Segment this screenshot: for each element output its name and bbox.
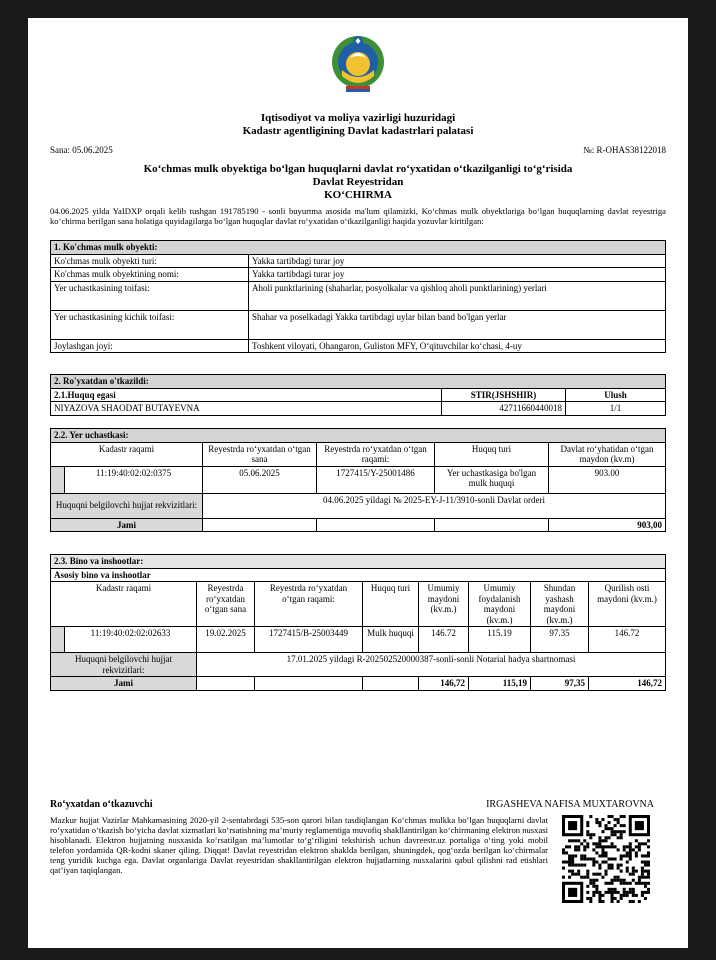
document-title-line3: KO‘CHIRMA — [324, 189, 392, 201]
row-value: Shahar va poselkadagi Yakka tartibdagi uylar bilan band bo'lgan yerlar — [249, 310, 666, 339]
share-header: Ulush — [566, 388, 666, 402]
cell: 05.06.2025 — [203, 466, 317, 493]
cell: 19.02.2025 — [197, 627, 255, 653]
row-marker — [51, 627, 65, 653]
row-value: Yakka tartibdagi turar joy — [249, 254, 666, 268]
ministry-title: Iqtisodiyot va moliya vazirligi huzuridagi — [260, 112, 456, 124]
col-header: Reyestrda ro‘yxatdan o‘tgan raqami: — [255, 582, 363, 627]
section22-table — [50, 428, 666, 532]
owner-header: 2.1.Huquq egasi — [51, 388, 442, 402]
section2-table — [50, 374, 666, 416]
state-emblem — [330, 32, 386, 96]
col-header: Kadastr raqami — [51, 442, 203, 466]
total-value: 146,72 — [589, 677, 666, 691]
cell: Mulk huquqi — [363, 627, 419, 653]
cell: 1727415/B-25003449 — [255, 627, 363, 653]
document-page — [28, 18, 688, 948]
row-label: Joylashgan joyi: — [51, 339, 249, 353]
total-value: 97,35 — [531, 677, 589, 691]
cell: 115.19 — [469, 627, 531, 653]
document-date: Sana: 05.06.2025 — [50, 145, 113, 155]
col-header: Umumiy foydalanish maydoni (kv.m.) — [469, 582, 531, 627]
cell: 11:19:40:02:02:0375 — [65, 466, 203, 493]
cell: 146.72 — [419, 627, 469, 653]
table-row — [51, 466, 666, 493]
owner-stir: 42711660440018 — [442, 402, 566, 416]
row-label: Yer uchastkasining kichik toifasi: — [51, 310, 249, 339]
table-row — [51, 339, 666, 353]
empty-cell — [255, 677, 363, 691]
empty-cell — [197, 677, 255, 691]
owner-name: NIYAZOVA SHAODAT BUTAYEVNA — [51, 402, 442, 416]
col-header: Reyestrda ro‘yxatdan o‘tgan sana — [203, 442, 317, 466]
table-row — [51, 268, 666, 282]
row-label: Ko'chmas mulk obyektining nomi: — [51, 268, 249, 282]
cell: 903.00 — [549, 466, 666, 493]
col-header: Davlat ro‘yhatidan o‘tgan maydon (kv.m) — [549, 442, 666, 466]
doc-label: Huquqni belgilovchi hujjat rekvizitlari: — [51, 653, 197, 677]
row-marker — [51, 466, 65, 493]
doc-value: 04.06.2025 yildagi № 2025-EY-J-11/3910-sonli Davlat orderi — [203, 493, 666, 518]
row-label: Ko'chmas mulk obyekti turi: — [51, 254, 249, 268]
section2-title: 2. Ro'yxatdan o'tkazildi: — [51, 375, 666, 389]
owner-share: 1/1 — [566, 402, 666, 416]
section1-title: 1. Ko'chmas mulk obyekti: — [51, 241, 666, 255]
col-header: Kadastr raqami — [51, 582, 197, 627]
col-header: Reyestrda ro‘yxatdan o‘tgan sana — [197, 582, 255, 627]
col-header: Huquq turi — [363, 582, 419, 627]
qr-code[interactable] — [562, 815, 650, 903]
row-value: Toshkent viloyati, Ohangaron, Guliston MFY, O‘qituvchilar ko‘chasi, 4-uy — [249, 339, 666, 353]
doc-value: 17.01.2025 yildagi R-202502520000387-sonli-sonli Notarial hadya shartnomasi — [197, 653, 666, 677]
doc-label: Huquqni belgilovchi hujjat rekvizitlari: — [51, 493, 203, 518]
total-label: Jami — [51, 518, 203, 532]
cell: 146.72 — [589, 627, 666, 653]
table-row — [51, 281, 666, 310]
registrar-label: Ro‘yxatdan o‘tkazuvchi — [50, 799, 153, 810]
footer-notice: Mazkur hujjat Vazirlar Mahkamasining 2020-yil 2-sentabrdagi 535-son qarori bilan tasdiqlangan Ko‘chmas mulkka bo‘lgan huquqlarni davlat ro‘yxatidan o‘tkazish bo‘yicha davlat xizmatlari ko‘rsatishning ma’muriy reglamentiga muvofiq shakllantirilgan ko‘chirmaning elektron nusxasi hisoblanadi. Elektron hujjatning nusxasida ko‘rsatilgan ma’lumotlar to‘g‘riligini tekshirish uchun davreestr.uz portaliga o‘ting yoki mobil telefon yordamida QR-kodni skaner qiling. Diqqat! Davlat reyestridan elektron shaklda berilgan, shuningdek, qog‘ozda berilgan ko‘chirmalar teng yuridik kuchga ega. Davlat organlariga Davlat reyestridan shakllantirilgan elektron hujjatlarning nusxalarini qabul qilishni rad etishlari qat’iyan taqiqlangan. — [50, 815, 548, 875]
document-number: №: R-OHAS38122018 — [583, 145, 666, 155]
total-value: 115,19 — [469, 677, 531, 691]
total-label: Jami — [51, 677, 197, 691]
agency-title: Kadastr agentligining Davlat kadastrlari palatasi — [242, 125, 474, 137]
table-row — [51, 627, 666, 653]
empty-cell — [203, 518, 317, 532]
cell: Yer uchastkasiga bo'lgan mulk huquqi — [435, 466, 549, 493]
intro-paragraph: 04.06.2025 yilda YaIDXP orqali kelib tushgan 191785190 - sonli buyurtma asosida ma'lum qilamizki, Ko‘chmas mulk obyektlariga bo‘lgan huquqlarning davlat reyestriga ko‘chirma berilgan sana holatiga quyidagilarga bo‘lgan huquqlar davlat ro‘yxatidan o‘tkazilganligi haqida yozuvlar kiritilgan: — [50, 206, 666, 226]
cell: 97.35 — [531, 627, 589, 653]
empty-cell — [363, 677, 419, 691]
table-row — [51, 402, 666, 416]
total-value: 903,00 — [549, 518, 666, 532]
section23-subtitle: Asosiy bino va inshootlar — [51, 568, 666, 582]
row-value: Aholi punktlarining (shaharlar, posyolkalar va qishloq aholi punktlarining) yerlari — [249, 281, 666, 310]
section23-table — [50, 554, 666, 691]
empty-cell — [435, 518, 549, 532]
col-header: Qurilish osti maydoni (kv.m.) — [589, 582, 666, 627]
cell: 1727415/Y-25001486 — [317, 466, 435, 493]
table-row — [51, 310, 666, 339]
section23-title: 2.3. Bino va inshootlar: — [51, 555, 666, 569]
total-value: 146,72 — [419, 677, 469, 691]
col-header: Huquq turi — [435, 442, 549, 466]
row-value: Yakka tartibdagi turar joy — [249, 268, 666, 282]
section1-table — [50, 240, 666, 353]
cell: 11:19:40:02:02:02633 — [65, 627, 197, 653]
col-header: Umumiy maydoni (kv.m.) — [419, 582, 469, 627]
empty-cell — [317, 518, 435, 532]
document-title-line1: Ko‘chmas mulk obyektiga bo‘lgan huquqlarni davlat ro‘yxatidan o‘tkazilganligi to‘g‘risida — [143, 163, 573, 175]
col-header: Reyestrda ro‘yxatdan o‘tgan raqami: — [317, 442, 435, 466]
stir-header: STIR(JSHSHIR) — [442, 388, 566, 402]
section22-title: 2.2. Yer uchastkasi: — [51, 429, 666, 443]
table-row — [51, 254, 666, 268]
registrar-name: IRGASHEVA NAFISA MUXTAROVNA — [486, 799, 654, 810]
col-header: Shundan yashash maydoni (kv.m.) — [531, 582, 589, 627]
document-title-line2: Davlat Reyestridan — [312, 176, 404, 188]
row-label: Yer uchastkasining toifasi: — [51, 281, 249, 310]
